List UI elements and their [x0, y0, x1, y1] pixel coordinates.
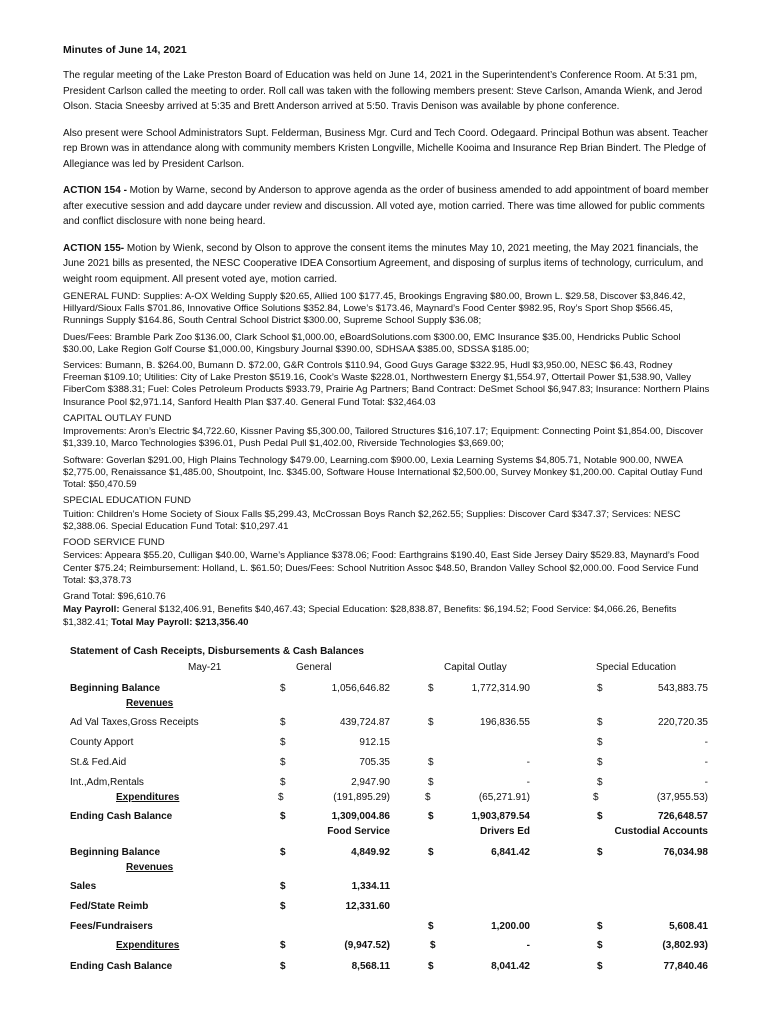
attendance-paragraph: Also present were School Administrators Supt. Felderman, Business Mgr. Curd and Tech Coord. Odegaard. Principal Bothun was absent. Teacher rep Brown was in attendance along with community members Kristen Longville, Michelle Kooima and Insurance Rep Brian Bindert. The Pledge of Allegiance was led by President Carlson. — [63, 127, 708, 170]
revenues-label: Revenues — [126, 698, 174, 709]
dollar-sign: $ — [428, 717, 434, 728]
dollar-sign: $ — [280, 811, 286, 822]
dollar-sign: $ — [597, 940, 603, 951]
expenditures-label: Expenditures — [116, 792, 180, 803]
action-154-paragraph — [63, 183, 713, 230]
col-drivers-header: Drivers Ed — [479, 826, 530, 837]
period-label: May-21 — [188, 662, 222, 673]
sped-fund-heading: SPECIAL EDUCATION FUND — [63, 495, 191, 507]
dollar-sign: $ — [597, 683, 603, 694]
row-label: Ending Cash Balance — [70, 811, 173, 822]
dollar-sign: $ — [280, 881, 286, 892]
general-beginning: 1,056,646.82 — [331, 683, 390, 694]
table-row — [70, 940, 720, 954]
statement-header-row — [70, 662, 720, 676]
dollar-sign: $ — [597, 811, 603, 822]
table-row — [70, 792, 720, 806]
payroll-text: General $132,406.91, Benefits $40,467.43; Special Education: $28,838.87, Benefits: $6,194.52; Food Service: $4,066.26, Benefits $1,382.41; — [63, 604, 677, 628]
dollar-sign: $ — [430, 940, 436, 951]
dollar-sign: $ — [597, 847, 603, 858]
col-sped-header: Special Education — [596, 662, 677, 673]
dollar-sign: $ — [280, 961, 286, 972]
table-row — [70, 717, 720, 731]
capital-fund-heading: CAPITAL OUTLAY FUND — [63, 412, 172, 424]
capital-beginning: 1,772,314.90 — [471, 683, 530, 694]
dollar-sign: $ — [597, 737, 603, 748]
table-row — [70, 921, 720, 935]
capital-fund-software: Software: Goverlan $291.00, High Plains Technology $479.00, Learning.com $900.00, Lexia Learning Systems $4,805.71, Notable 900.00, NWEA $2,775.00, Renaissance $1,485.00, Shoutpoint, Inc. $345.00, Software House International $2,500.00, Survey Monkey $1,200.00. Capital Outlay Fund Total: $50,470.59 — [63, 454, 703, 491]
custodial-beginning: 76,034.98 — [663, 847, 708, 858]
payroll-label: May Payroll: — [63, 604, 120, 616]
dollar-sign: $ — [597, 961, 603, 972]
action-155-paragraph — [63, 241, 713, 288]
food-beginning: 4,849.92 — [351, 847, 390, 858]
dollar-sign: $ — [428, 811, 434, 822]
dollar-sign: $ — [428, 683, 434, 694]
payroll-paragraph — [63, 604, 713, 628]
custodial-ending: 77,840.46 — [663, 961, 708, 972]
action-154-label: ACTION 154 - — [63, 185, 127, 196]
dollar-sign: $ — [593, 792, 599, 803]
grand-total: Grand Total: $96,610.76 — [63, 591, 166, 603]
food-sales: 1,334.11 — [351, 881, 390, 892]
document-title: Minutes of June 14, 2021 — [63, 44, 187, 56]
drivers-ending: 8,041.42 — [491, 961, 530, 972]
sped-fund-details: Tuition: Children’s Home Society of Sioux Falls $5,299.43, McCrossan Boys Ranch $2,262.55; Supplies: Discover Card $347.37; Services: NESC $2,388.06. Special Education Fund Total: $10,297.41 — [63, 508, 681, 532]
table-row — [70, 901, 720, 915]
custodial-expenditures: (3,802.93) — [662, 940, 708, 951]
sped-county: - — [704, 737, 708, 748]
statement-header-row-2 — [70, 826, 720, 840]
opening-paragraph: The regular meeting of the Lake Preston Board of Education was held on June 14, 2021 in the Superintendent’s Conference Room. At 5:31 pm, President Carlson called the meeting to order. Roll call was taken with the following members present: Steve Carlson, Amanda Wienk, and Jerod Olson. Stacia Sneesby arrived at 5:35 and Brett Anderson arrived at 5:50. Travis Denison was available by phone conference. — [63, 70, 703, 112]
drivers-fees: 1,200.00 — [491, 921, 530, 932]
dollar-sign: $ — [597, 757, 603, 768]
drivers-expenditures: - — [526, 940, 530, 951]
row-label: Fed/State Reimb — [70, 901, 149, 912]
dollar-sign: $ — [597, 921, 603, 932]
general-stfed: 705.35 — [359, 757, 390, 768]
col-custodial-header: Custodial Accounts — [614, 826, 708, 837]
col-capital-header: Capital Outlay — [444, 662, 507, 673]
dollar-sign: $ — [597, 777, 603, 788]
action-154-text: Motion by Warne, second by Anderson to approve agenda as the order of business amended to add appointment of board member after executive session and add daycare under review and discussion. All voted aye, motion carried. There was time allowed for public comments and conflict disclosure with none being heard. — [63, 185, 709, 227]
sped-stfed: - — [704, 757, 708, 768]
general-expenditures: (191,895.29) — [333, 792, 390, 803]
dollar-sign: $ — [280, 847, 286, 858]
table-row — [70, 862, 720, 876]
food-fund-details: Services: Appeara $55.20, Culligan $40.00, Warne’s Appliance $378.06; Food: Earthgrains $190.40, East Side Jersey Dairy $529.83, Maynard’s Food Center $75.24; Reimbursement: Holland, L. $61.50; Dues/Fees: School Nutrition Assoc $48.50, Brandon Valley School $2,000.00. Food Service Fund Total: $3,378.73 — [63, 550, 700, 586]
general-adval: 439,724.87 — [339, 717, 390, 728]
capital-expenditures: (65,271.91) — [478, 792, 530, 803]
food-fedstate: 12,331.60 — [345, 901, 390, 912]
dollar-sign: $ — [280, 757, 286, 768]
dollar-sign: $ — [280, 940, 286, 951]
dollar-sign: $ — [280, 777, 286, 788]
table-row — [70, 847, 720, 861]
custodial-fees: 5,608.41 — [669, 921, 708, 932]
general-ending: 1,309,004.86 — [331, 811, 390, 822]
dollar-sign: $ — [428, 921, 434, 932]
dollar-sign: $ — [425, 792, 431, 803]
dollar-sign: $ — [280, 901, 286, 912]
capital-ending: 1,903,879.54 — [471, 811, 530, 822]
capital-adval: 196,836.55 — [479, 717, 530, 728]
capital-int: - — [526, 777, 530, 788]
dollar-sign: $ — [428, 961, 434, 972]
sped-beginning: 543,883.75 — [657, 683, 708, 694]
row-label: County Apport — [70, 737, 134, 748]
table-row — [70, 683, 720, 697]
dollar-sign: $ — [428, 777, 434, 788]
capital-stfed: - — [526, 757, 530, 768]
expenditures-label: Expenditures — [116, 940, 180, 951]
table-row — [70, 757, 720, 771]
col-general-header: General — [296, 662, 332, 673]
statement-title: Statement of Cash Receipts, Disbursements & Cash Balances — [70, 646, 364, 657]
general-fund-services: Services: Bumann, B. $264.00, Bumann D. $72.00, G&R Controls $110.94, Good Guys Garage $322.95, Hudl $3,950.00, NESC $6.43, Rodney Freeman $109.10; Utilities: City of Lake Preston $519.16, Cook’s Waste $228.01, Northwestern Energy $1,554.97, Ottertail Power $1,538.90, Valley FiberCom $388.31; Fuel: Coles Petroleum Products $933.79, Prairie Ag Partners; Band Contract: DeSmet School $6,947.83; Insurance: Northern Plains Insurance Pool $2,971.14, Sanford Health Plan $37.40. General Fund Total: $32,464.03 — [63, 360, 710, 408]
food-fund-heading: FOOD SERVICE FUND — [63, 537, 165, 549]
sped-int: - — [704, 777, 708, 788]
row-label: Ad Val Taxes,Gross Receipts — [70, 717, 199, 728]
general-county: 912.15 — [359, 737, 390, 748]
table-row — [70, 811, 720, 825]
food-expenditures: (9,947.52) — [344, 940, 390, 951]
payroll-total: Total May Payroll: $213,356.40 — [111, 616, 249, 628]
row-label: Beginning Balance — [70, 847, 161, 858]
revenues-label: Revenues — [126, 862, 174, 873]
dollar-sign: $ — [428, 847, 434, 858]
dollar-sign: $ — [597, 717, 603, 728]
minutes-document — [63, 44, 713, 633]
table-row — [70, 881, 720, 895]
row-label: Sales — [70, 881, 97, 892]
dollar-sign: $ — [280, 737, 286, 748]
capital-fund-improvements: Improvements: Aron’s Electric $4,722.60, Kissner Paving $5,300.00, Tailored Structures $16,107.17; Equipment: Connecting Point $1,854.00, Discover $1,339.10, Marco Technologies $396.01, Push Pedal Pull $1,402.00, Riverside Technologies $3,669.00; — [63, 426, 704, 450]
dollar-sign: $ — [280, 683, 286, 694]
food-ending: 8,568.11 — [351, 961, 390, 972]
table-row — [70, 737, 720, 751]
dollar-sign: $ — [278, 792, 284, 803]
table-row — [70, 961, 720, 975]
sped-adval: 220,720.35 — [657, 717, 708, 728]
action-155-label: ACTION 155- — [63, 242, 125, 254]
dollar-sign: $ — [428, 757, 434, 768]
action-155-text: Motion by Wienk, second by Olson to approve the consent items the minutes May 10, 2021 meeting, the May 2021 financials, the June 2021 bills as presented, the NESC Cooperative IDEA Consortium Agreement, and disposing of surplus items of technology, curriculum, and weight room equipment. All present voted aye, motion carried. — [63, 242, 704, 285]
row-label: St.& Fed.Aid — [70, 757, 127, 768]
row-label: Fees/Fundraisers — [70, 921, 153, 932]
dollar-sign: $ — [280, 717, 286, 728]
general-int: 2,947.90 — [351, 777, 390, 788]
col-food-header: Food Service — [327, 826, 390, 837]
row-label: Ending Cash Balance — [70, 961, 173, 972]
sped-expenditures: (37,955.53) — [656, 792, 708, 803]
drivers-beginning: 6,841.42 — [491, 847, 530, 858]
general-fund-dues: Dues/Fees: Bramble Park Zoo $136.00, Clark School $1,000.00, eBoardSolutions.com $300.00, EMC Insurance $35.00, Hendricks Public School $30.00, Lake Region Golf Course $1,000.00, Kingsbury Journal $390.00, SDHSAA $385.00, SDSSA $185.00; — [63, 331, 681, 355]
sped-ending: 726,648.57 — [657, 811, 708, 822]
general-fund-supplies: GENERAL FUND: Supplies: A-OX Welding Supply $20.65, Allied 100 $177.45, Brookings Engraving $80.00, Brown L. $29.58, Discover $3,846.42, Hillyard/Sioux Falls $701.86, Innovative Office Solutions $352.84, Lowe’s $173.46, Maynard’s Food Center $982.95, Roy’s Sport Shop $566.45, Runnings Supply $164.86, South Central School District $300.00, Supreme School Supply $36.08; — [63, 291, 686, 327]
table-row — [70, 777, 720, 791]
row-label: Int.,Adm,Rentals — [70, 777, 144, 788]
row-label: Beginning Balance — [70, 683, 161, 694]
table-row — [70, 698, 720, 712]
